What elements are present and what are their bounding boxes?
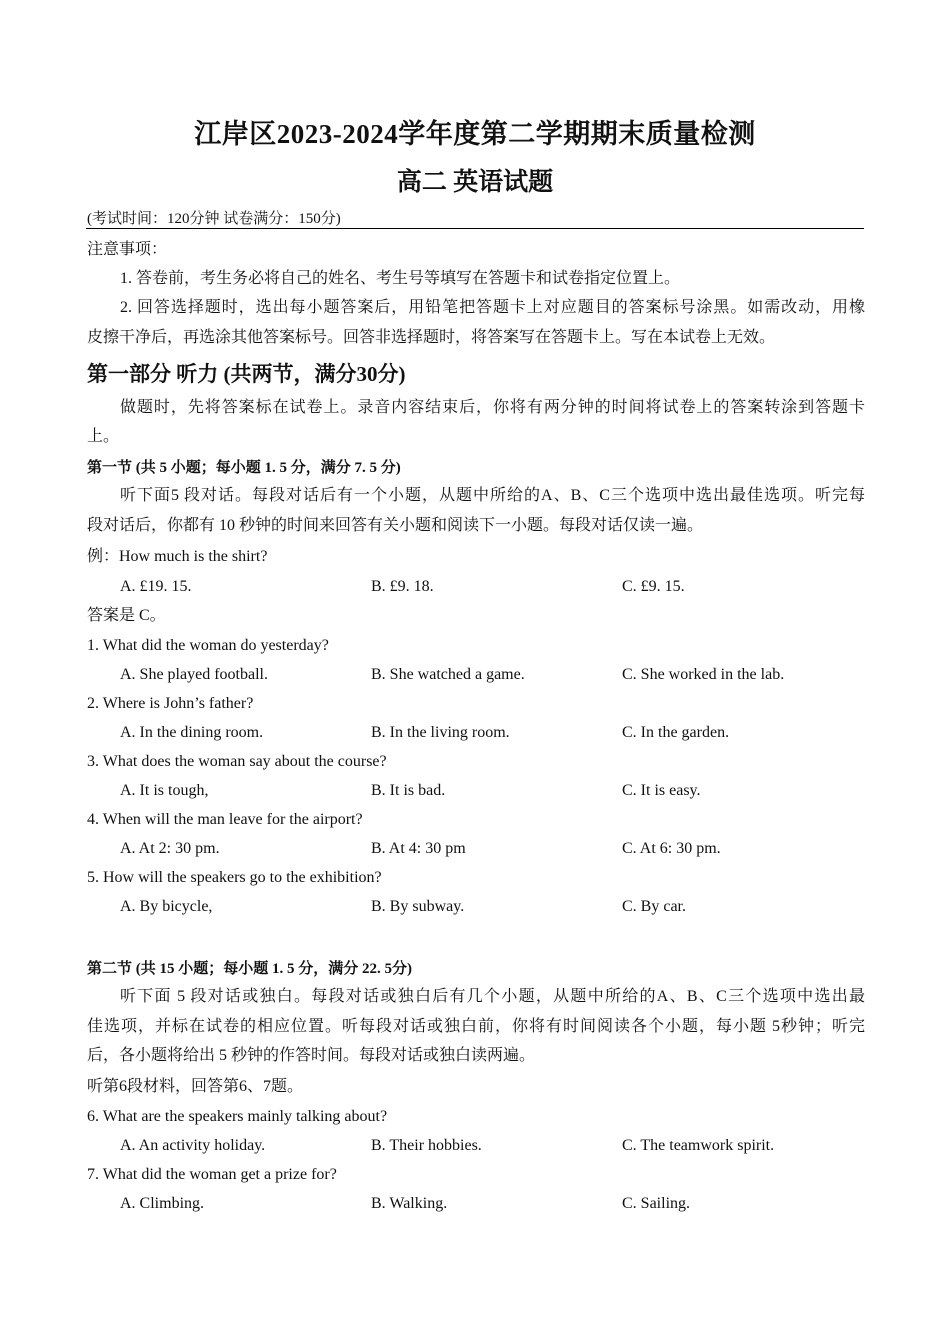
question-3-option-b: B. It is bad. (371, 782, 446, 799)
question-4-option-b: B. At 4: 30 pm (371, 840, 466, 857)
notice-heading: 注意事项： (87, 241, 168, 258)
notice-item-2-line-1: 2. 回答选择题时，选出每小题答案后，用铅笔把答题卡上对应题目的答案标号涂黑。如需改动，用橡 (120, 299, 865, 316)
question-5-option-b: B. By subway. (371, 898, 465, 915)
question-5-option-c: C. By car. (622, 898, 686, 915)
example-answer: 答案是 C。 (87, 607, 166, 624)
question-2-option-c: C. In the garden. (622, 724, 730, 741)
question-1-option-b: B. She watched a game. (371, 666, 525, 683)
question-6-option-a: A. An activity holiday. (120, 1137, 266, 1154)
section2-heading: 第二节 (共 15 小题；每小题 1. 5 分，满分 22. 5分) (87, 961, 412, 977)
example-option-a: A. £19. 15. (120, 578, 192, 595)
part1-intro-line-2: 上。 (87, 428, 120, 445)
question-6-option-b: B. Their hobbies. (371, 1137, 482, 1154)
exam-info: (考试时间：120分钟 试卷满分：150分) (87, 211, 341, 227)
question-6: 6. What are the speakers mainly talking about? (87, 1108, 388, 1125)
question-4-option-c: C. At 6: 30 pm. (622, 840, 721, 857)
question-7: 7. What did the woman get a prize for? (87, 1166, 337, 1183)
notice-item-2-line-2: 皮擦干净后，再选涂其他答案标号。回答非选择题时，将答案写在答题卡上。写在本试卷上无效。 (87, 329, 776, 346)
question-6-option-c: C. The teamwork spirit. (622, 1137, 775, 1154)
question-7-option-c: C. Sailing. (622, 1195, 691, 1212)
question-5: 5. How will the speakers go to the exhibition? (87, 869, 382, 886)
question-3-option-c: C. It is easy. (622, 782, 701, 799)
section2-intro-line-1: 听下面 5 段对话或独白。每段对话或独白后有几个小题，从题中所给的A、B、C三个选项中选出最 (120, 988, 865, 1005)
example-option-b: B. £9. 18. (371, 578, 434, 595)
question-4: 4. When will the man leave for the airport? (87, 811, 363, 828)
question-1: 1. What did the woman do yesterday? (87, 637, 329, 654)
question-7-option-a: A. Climbing. (120, 1195, 205, 1212)
part1-heading: 第一部分 听力 (共两节，满分30分) (87, 362, 406, 386)
question-2-option-a: A. In the dining room. (120, 724, 264, 741)
question-1-option-c: C. She worked in the lab. (622, 666, 785, 683)
question-7-option-b: B. Walking. (371, 1195, 448, 1212)
section1-intro-line-2: 段对话后，你都有 10 秒钟的时间来回答有关小题和阅读下一小题。每段对话仅读一遍。 (87, 517, 704, 534)
example-question: 例：How much is the shirt? (87, 548, 268, 565)
exam-title: 江岸区2023-2024学年度第二学期期末质量检测 (194, 119, 756, 149)
question-2-option-b: B. In the living room. (371, 724, 510, 741)
example-option-c: C. £9. 15. (622, 578, 685, 595)
section2-intro-line-2: 佳选项，并标在试卷的相应位置。听每段对话或独白前，你将有时间阅读各个小题，每小题 5秒钟；听完 (87, 1018, 865, 1035)
section2-intro-line-3: 后，各小题将给出 5 秒钟的作答时间。每段对话或独白读两遍。 (87, 1047, 536, 1064)
question-3: 3. What does the woman say about the course? (87, 753, 387, 770)
notice-item-1: 1. 答卷前，考生务必将自己的姓名、考生号等填写在答题卡和试卷指定位置上。 (120, 270, 681, 287)
question-3-option-a: A. It is tough, (120, 782, 209, 799)
exam-subtitle: 高二 英语试题 (396, 169, 554, 196)
question-5-option-a: A. By bicycle, (120, 898, 213, 915)
material-6-instruction: 听第6段材料，回答第6、7题。 (87, 1078, 304, 1095)
question-2: 2. Where is John’s father? (87, 695, 254, 712)
section1-heading: 第一节 (共 5 小题；每小题 1. 5 分，满分 7. 5 分) (87, 460, 401, 476)
section1-intro-line-1: 听下面5 段对话。每段对话后有一个小题，从题中所给的A、B、C三个选项中选出最佳选项。听完每 (120, 487, 865, 504)
part1-intro-line-1: 做题时，先将答案标在试卷上。录音内容结束后，你将有两分钟的时间将试卷上的答案转涂到答题卡 (120, 399, 865, 416)
header-divider (86, 228, 864, 229)
question-4-option-a: A. At 2: 30 pm. (120, 840, 220, 857)
question-1-option-a: A. She played football. (120, 666, 268, 683)
